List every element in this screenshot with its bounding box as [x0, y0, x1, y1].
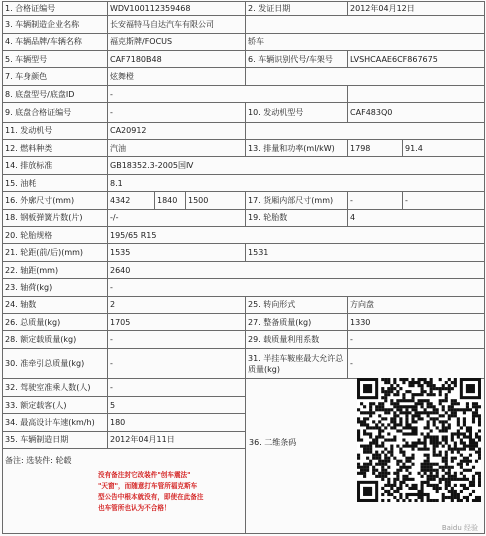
field-value: CAF7180B48 [108, 51, 246, 68]
table-row [3, 16, 485, 33]
empty-cell [246, 16, 485, 33]
field-label: 7. 车身颜色 [3, 68, 108, 85]
table-row [3, 348, 485, 379]
table-row [3, 227, 485, 244]
table-row [3, 192, 485, 209]
table-row [3, 331, 485, 348]
field-value: CAF483Q0 [348, 103, 485, 122]
field-label: 15. 油耗 [3, 174, 108, 191]
field-value: - [108, 279, 485, 296]
table-row [3, 140, 485, 157]
qr-label: 36. 二维条码 [249, 438, 297, 448]
field-label: 20. 轮胎规格 [3, 227, 108, 244]
annotation-line: "天窗"，而随意打车管所福克斯车 [98, 482, 198, 490]
field-label: 23. 轴荷(kg) [3, 279, 108, 296]
field-label: 4. 车辆品牌/车辆名称 [3, 33, 108, 50]
field-label: 33. 额定载客(人) [3, 396, 108, 413]
empty-cell [246, 68, 485, 85]
field-value: 长安福特马自达汽车有限公司 [108, 16, 246, 33]
field-label: 34. 最高设计车速(km/h) [3, 414, 108, 431]
table-row [3, 51, 485, 68]
field-value: 4342 [108, 192, 155, 209]
field-value: 5 [108, 396, 246, 413]
field-label: 9. 底盘合格证编号 [3, 103, 108, 122]
field-value: LVSHCAAE6CF867675 [348, 51, 485, 68]
field-label: 35. 车辆制造日期 [3, 431, 108, 448]
table-row [3, 296, 485, 313]
table-row [3, 209, 485, 226]
field-label: 19. 轮胎数 [246, 209, 348, 226]
remarks-cell: 备注: 选装件: 轮毂 [3, 449, 246, 534]
annotation-line: 没有备注封它改装件"创车震法" [98, 471, 191, 479]
field-value: 2012年04月12日 [348, 2, 485, 16]
field-value: 2 [108, 296, 246, 313]
table-row [3, 68, 485, 85]
table-row [3, 314, 485, 331]
field-value: 8.1 [108, 174, 485, 191]
field-value: - [108, 85, 348, 102]
table-row [3, 85, 485, 102]
field-value: GB18352.3-2005国Ⅳ [108, 157, 485, 174]
field-value: 1705 [108, 314, 246, 331]
field-value: - [348, 331, 485, 348]
field-value: 1531 [246, 244, 485, 261]
field-value: - [108, 379, 246, 396]
field-label: 21. 轮距(前/后)(mm) [3, 244, 108, 261]
field-label: 25. 转向形式 [246, 296, 348, 313]
field-label: 22. 轴距(mm) [3, 261, 108, 278]
field-label: 3. 车辆制造企业名称 [3, 16, 108, 33]
field-value: 4 [348, 209, 485, 226]
table-row [3, 244, 485, 261]
field-value: -/- [108, 209, 246, 226]
field-label: 8. 底盘型号/底盘ID [3, 85, 108, 102]
table-row [3, 103, 485, 122]
handwritten-annotation [98, 470, 240, 514]
field-label: 18. 钢板弹簧片数(片) [3, 209, 108, 226]
field-label: 27. 整备质量(kg) [246, 314, 348, 331]
field-value: 汽油 [108, 140, 246, 157]
field-label: 10. 发动机型号 [246, 103, 348, 122]
table-row [3, 2, 485, 16]
field-value: 1840 [155, 192, 186, 209]
field-value: 方向盘 [348, 296, 485, 313]
field-value: 福克斯牌/FOCUS [108, 33, 246, 50]
table-row [3, 157, 485, 174]
field-value: 180 [108, 414, 246, 431]
field-value: - [108, 331, 246, 348]
field-value: CA20912 [108, 122, 246, 139]
field-label: 26. 总质量(kg) [3, 314, 108, 331]
field-label: 31. 半挂车鞍座最大允许总质量(kg) [246, 348, 348, 379]
field-label: 28. 额定载质量(kg) [3, 331, 108, 348]
field-value: - [403, 192, 485, 209]
field-label: 17. 货厢内部尺寸(mm) [246, 192, 348, 209]
field-value: - [348, 192, 403, 209]
field-value: 1500 [186, 192, 246, 209]
field-value: 炫舞橙 [108, 68, 246, 85]
table-row [3, 279, 485, 296]
field-label: 11. 发动机号 [3, 122, 108, 139]
table-row [3, 261, 485, 278]
table-row [3, 122, 485, 139]
qr-code [357, 378, 481, 502]
field-label: 12. 燃料种类 [3, 140, 108, 157]
field-label: 6. 车辆识别代号/车架号 [246, 51, 348, 68]
field-value: 轿车 [246, 33, 485, 50]
empty-cell [246, 122, 485, 139]
field-label: 16. 外廓尺寸(mm) [3, 192, 108, 209]
annotation-line: 型公告中根本就没有，即使在此备注 [98, 493, 204, 501]
field-label: 5. 车辆型号 [3, 51, 108, 68]
table-row [3, 33, 485, 50]
field-value: 1330 [348, 314, 485, 331]
watermark: Baidu 经验 [441, 524, 478, 532]
field-value: - [348, 348, 485, 379]
field-label: 14. 排放标准 [3, 157, 108, 174]
field-value: 2012年04月11日 [108, 431, 246, 448]
field-value: - [108, 103, 246, 122]
annotation-line: 也车管所也认为不合格！ [98, 504, 171, 512]
field-label: 29. 载质量利用系数 [246, 331, 348, 348]
field-label: 32. 驾驶室准乘人数(人) [3, 379, 108, 396]
field-label: 24. 轴数 [3, 296, 108, 313]
field-value: - [108, 348, 246, 379]
field-value: 2640 [108, 261, 485, 278]
field-value: 1798 [348, 140, 403, 157]
empty-cell [348, 85, 485, 102]
field-value: 195/65 R15 [108, 227, 485, 244]
field-value: WDV100112359468 [108, 2, 246, 16]
field-label: 2. 发证日期 [246, 2, 348, 16]
field-label: 13. 排量和功率(ml/kW) [246, 140, 348, 157]
field-label: 1. 合格证编号 [3, 2, 108, 16]
field-value: 91.4 [403, 140, 485, 157]
table-row [3, 174, 485, 191]
field-value: 1535 [108, 244, 246, 261]
field-label: 30. 准牵引总质量(kg) [3, 348, 108, 379]
